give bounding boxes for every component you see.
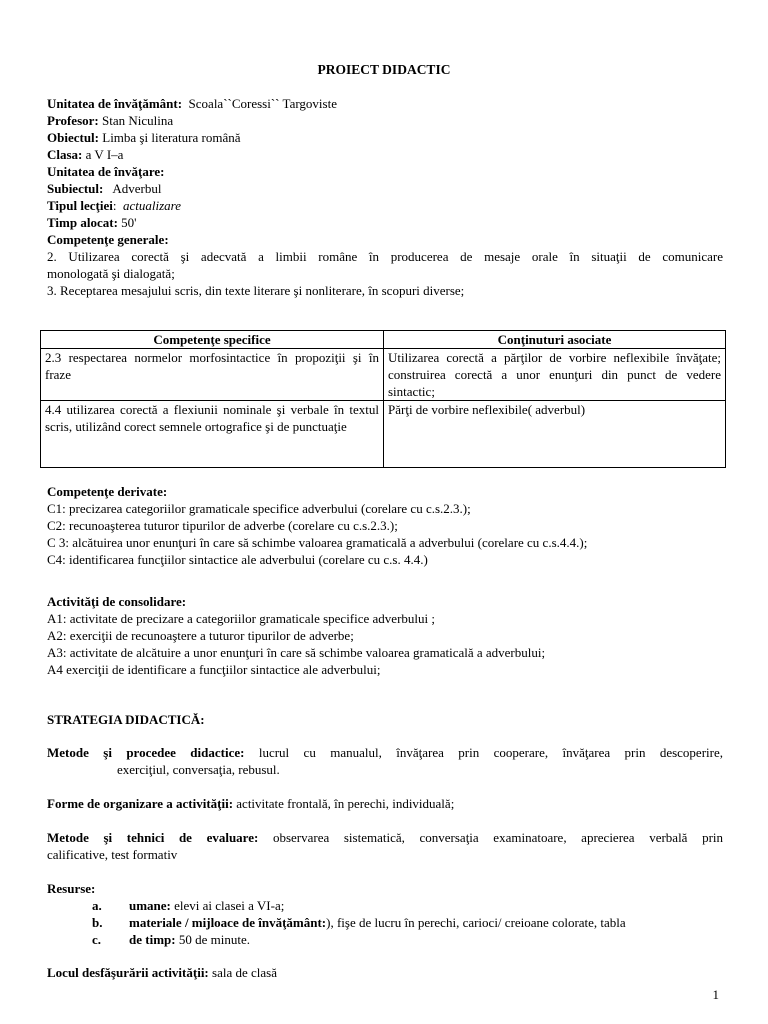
- derivate-item: C 3: alcătuirea unor enunţuri în care să schimbe valoarea gramaticală a adverbului (corelare cu c.s.4.4.);: [47, 535, 588, 550]
- unitate-value: Scoala``Coressi`` Targoviste: [188, 96, 337, 111]
- activitati-consolidare: [47, 593, 723, 678]
- resurse-item: [47, 931, 723, 948]
- subiect-line: [47, 180, 723, 197]
- unitate-invatare-line: [47, 163, 723, 180]
- profesor-line: [47, 112, 723, 129]
- unitate-label: Unitatea de învăţământ:: [47, 96, 183, 111]
- strategia-heading: STRATEGIA DIDACTICĂ:: [47, 712, 205, 727]
- tip-line: Tipul lecţiei: actualizare: [47, 198, 181, 213]
- evaluare-value: observarea sistematică, conversaţia examinatoare, aprecierea verbală prin: [258, 830, 724, 845]
- unitate-invatare-label: Unitatea de învăţare:: [47, 164, 165, 179]
- activitati-heading: Activităţi de consolidare:: [47, 594, 187, 609]
- resurse-value: elevi ai clasei a VI-a;: [170, 898, 285, 913]
- metode-line-2: exerciţiul, conversaţia, rebusul.: [117, 762, 280, 777]
- table-cell-competenta: 4.4 utilizarea corectă a flexiunii nominale şi verbale în textul scris, utilizând corect semnele ortografice şi de punctuaţie: [41, 401, 384, 468]
- resurse-label: umane:: [129, 898, 171, 913]
- derivate-item: C2: recunoaşterea tuturor tipurilor de adverbe (corelare cu c.s.2.3.);: [47, 518, 398, 533]
- timp-line: [47, 214, 723, 231]
- table-header-row: [41, 331, 726, 349]
- derivate-heading: Competenţe derivate:: [47, 484, 168, 499]
- clasa-line: [47, 146, 723, 163]
- subiect-label: Subiectul:: [47, 181, 104, 196]
- evaluare-paragraph: [47, 829, 723, 863]
- obiect-label: Obiectul:: [47, 130, 99, 145]
- subiect-value: Adverbul: [112, 181, 162, 196]
- resurse-heading: Resurse:: [47, 881, 96, 896]
- timp-label: Timp alocat:: [47, 215, 118, 230]
- competente-label: Competenţe generale:: [47, 232, 169, 247]
- timp-value: 50': [121, 215, 137, 230]
- clasa-label: Clasa:: [47, 147, 83, 162]
- resurse-letter: c.: [92, 932, 102, 947]
- activitati-item: A3: activitate de alcătuire a unor enunţuri în care să schimbe valoarea gramaticală a adverbului;: [47, 645, 546, 660]
- tip-label: Tipul lecţiei: [47, 198, 113, 213]
- locul-label: Locul desfăşurării activităţii:: [47, 965, 209, 980]
- metode-value: lucrul cu manualul, învăţarea prin cooperare, învăţarea prin descoperire,: [244, 745, 723, 760]
- resurse-item: [47, 897, 723, 914]
- locul-value: sala de clasă: [208, 965, 277, 980]
- locul-paragraph: [47, 964, 723, 981]
- resurse-value: 50 de minute.: [175, 932, 250, 947]
- header-info: [47, 95, 723, 299]
- forme-value: activitate frontală, în perechi, individuală;: [233, 796, 455, 811]
- table-cell-continut: Utilizarea corectă a părţilor de vorbire neflexibile învăţate; construirea corectă a unor enunţuri din punct de vedere sintactic;: [384, 349, 726, 401]
- resurse-label: materiale / mijloace de învăţământ:: [129, 915, 327, 930]
- evaluare-line-2: calificative, test formativ: [47, 847, 178, 862]
- activitati-item: A4 exerciţii de identificare a funcţiilor sintactice ale adverbului;: [47, 662, 381, 677]
- resurse-letter: a.: [92, 898, 102, 913]
- forme-paragraph: [47, 795, 723, 812]
- metode-line-1: [47, 744, 723, 761]
- competente-derivate: [47, 483, 723, 568]
- activitati-item: A2: exerciţii de recunoaştere a tuturor tipurilor de adverbe;: [47, 628, 354, 643]
- resurse-value: ), fişe de lucru în perechi, carioci/ creioane colorate, tabla: [326, 915, 626, 930]
- obiect-value: Limba şi literatura română: [102, 130, 241, 145]
- cg-2-line-1: 2. Utilizarea corectă şi adecvată a limbii române în producerea de mesaje orale în situaţii de comunicare: [47, 249, 723, 264]
- clasa-value: a V I–a: [85, 147, 124, 162]
- metode-label: Metode şi procedee didactice:: [47, 745, 245, 760]
- table-row: [41, 401, 726, 468]
- page-number: 1: [712, 987, 719, 1002]
- derivate-item: C4: identificarea funcţiilor sintactice ale adverbului (corelare cu c.s. 4.4.): [47, 552, 428, 567]
- locul-line: [47, 964, 723, 981]
- resurse-section: [47, 880, 723, 948]
- tip-value: actualizare: [122, 198, 181, 213]
- competente-label-line: [47, 231, 723, 248]
- profesor-value: Stan Niculina: [101, 113, 174, 128]
- unitate-line: [47, 95, 723, 112]
- table-header-continuturi: Conţinuturi asociate: [384, 331, 726, 349]
- cg-2-line-2: monologată şi dialogată;: [47, 266, 175, 281]
- table-row: [41, 349, 726, 401]
- resurse-item: [47, 914, 723, 931]
- competente-table: [40, 330, 726, 468]
- derivate-item: C1: precizarea categoriilor gramaticale specifice adverbului (corelare cu c.s.2.3.);: [47, 501, 471, 516]
- profesor-label: Profesor:: [47, 113, 99, 128]
- obiect-line: [47, 129, 723, 146]
- evaluare-line-1: [47, 829, 723, 846]
- strategia-section: [47, 711, 723, 728]
- metode-paragraph: [47, 744, 723, 778]
- resurse-label: de timp:: [129, 932, 176, 947]
- forme-line: [47, 795, 723, 812]
- page-title: PROIECT DIDACTIC: [317, 62, 451, 77]
- cg-3-line: 3. Receptarea mesajului scris, din texte literare şi nonliterare, în scopuri diverse;: [47, 283, 465, 298]
- activitati-item: A1: activitate de precizare a categoriilor gramaticale specifice adverbului ;: [47, 611, 435, 626]
- forme-label: Forme de organizare a activităţii:: [47, 796, 234, 811]
- resurse-letter: b.: [92, 915, 103, 930]
- table-cell-continut: Părţi de vorbire neflexibile( adverbul): [384, 401, 726, 468]
- evaluare-label: Metode şi tehnici de evaluare:: [47, 830, 259, 845]
- table-cell-competenta: 2.3 respectarea normelor morfosintactice în propoziţii şi în fraze: [41, 349, 384, 401]
- table-header-competente: Competenţe specifice: [41, 331, 384, 349]
